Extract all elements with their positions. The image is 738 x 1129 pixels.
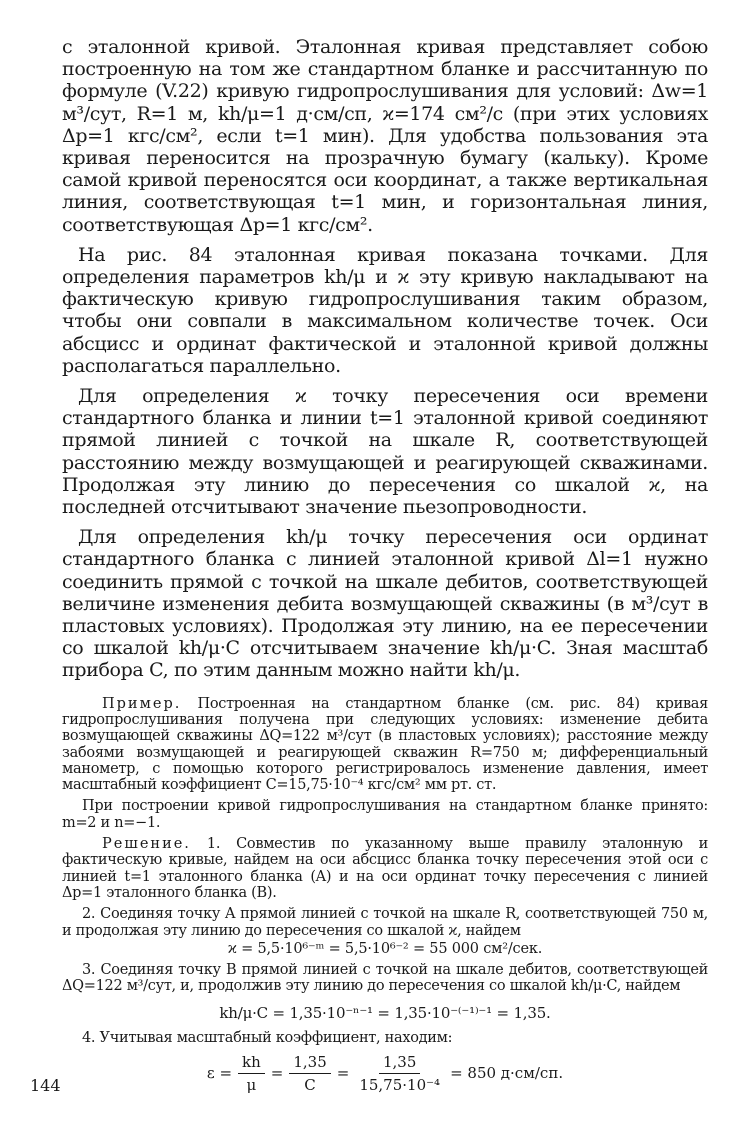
example-block <box>62 696 708 1094</box>
equals-sign-1: = <box>270 1064 284 1083</box>
fraction-135-1575 <box>355 1053 444 1094</box>
formula-epsilon <box>62 1053 708 1094</box>
example-text: Построенная на стандартном бланке (см. рис. 84) кривая гидропрослушивания получена при следующих условиях: изменение дебита возмущающей скважины ΔQ=122 м³/сут (в пластовых условиях); расстояние между забоями возмущающей и реагирующей скважин R=750 м; дифференциальный манометр, с помощью которого регистрировалось изменение давления, имеет масштабный коэффициент C=15,75·10⁻⁴ кгс/см² мм рт. ст. <box>62 695 709 794</box>
fraction-2-denominator: C <box>304 1075 316 1094</box>
paragraph-2: На рис. 84 эталонная кривая показана точками. Для определения параметров kh/μ и ϰ эту кривую накладывают на фактическую кривую гидропрослушивания таким образом, чтобы они совпали в максимальном количестве точек. Оси абсцисс и ординат фактической и эталонной кривой должны располагаться параллельно. <box>62 243 708 377</box>
formula-epsilon-lhs: ε = <box>206 1064 233 1083</box>
example-heading: Пример. <box>102 695 182 712</box>
fraction-1-denominator: μ <box>246 1075 257 1094</box>
solution-step-4: 4. Учитывая масштабный коэффициент, находим: <box>82 1030 453 1047</box>
fraction-2-numerator: 1,35 <box>289 1053 330 1074</box>
solution-step-1 <box>62 836 708 901</box>
solution-heading: Решение. <box>102 836 191 853</box>
page-number: 144 <box>30 1076 61 1095</box>
paragraph-1: с эталонной кривой. Эталонная кривая представляет собою построенную на том же стандартном бланке и рассчитанную по формуле (V.22) кривую гидропрослушивания для условий: Δw=1 м³/сут, R=1 м, kh/μ=1 д·см/сп, ϰ=174 см²/с (при этих условиях Δp=1 кгс/см², если t=1 мин). Для удобства пользования эта кривая переносится на прозрачную бумагу (кальку). Кроме самой кривой переносятся оси координат, а также вертикальная линия, соответствующая t=1 мин, и горизонтальная линия, соответствующая Δp=1 кгс/см². <box>62 36 708 236</box>
equals-sign-2: = <box>336 1064 350 1083</box>
example-note: При построении кривой гидропрослушивания на стандартном бланке принято: m=2 и n=−1. <box>62 798 708 831</box>
main-text <box>62 36 708 682</box>
formula-kappa: ϰ = 5,5·10⁶⁻ᵐ = 5,5·10⁶⁻² = 55 000 см²/сек. <box>227 940 543 957</box>
paragraph-3: Для определения ϰ точку пересечения оси времени стандартного бланка и линии t=1 эталонной кривой соединяют прямой линией с точкой на шкале R, соответствующей расстоянию между возмущающей и реагирующей скважинами. Продолжая эту линию до пересечения со шкалой ϰ, на последней отсчитывают значение пьезопроводности. <box>62 385 708 519</box>
solution-step-3: 3. Соединяя точку B прямой линией с точкой на шкале дебитов, соответствующей ΔQ=122 м³/сут, и, продолжив эту линию до пересечения со шкалой kh/μ·C, найдем <box>62 961 708 995</box>
example-paragraph <box>62 696 708 794</box>
formula-epsilon-result: = 850 д·см/сп. <box>450 1064 564 1083</box>
solution-step-2: 2. Соединяя точку A прямой линией с точкой на шкале R, соответствующей 750 м, и продолжая эту линию до пересечения со шкалой ϰ, найдем <box>62 906 708 939</box>
fraction-135-c <box>289 1053 330 1094</box>
paragraph-4: Для определения kh/μ точку пересечения оси ординат стандартного бланка с линией эталонной кривой Δl=1 нужно соединить прямой с точкой на шкале дебитов, соответствующей величине изменения дебита возмущающей скважины (в м³/сут в пластовых условиях). Продолжая эту линию, на ее пересечении со шкалой kh/μ·C отсчитываем значение kh/μ·C. Зная масштаб прибора C, по этим данным можно найти kh/μ. <box>62 526 708 682</box>
fraction-3-denominator: 15,75·10⁻⁴ <box>359 1075 441 1094</box>
solution-step-1-text: 1. Совместив по указанному выше правилу эталонную и фактическую кривые, найдем на оси абсцисс бланка точку пересечения этой оси с линией t=1 эталонного бланка (A) и на оси ординат точку пересечения с линией Δp=1 эталонного бланка (B). <box>62 836 709 901</box>
formula-kh-mu-c: kh/μ·C = 1,35·10⁻ⁿ⁻¹ = 1,35·10⁻⁽⁻¹⁾⁻¹ = 1,35. <box>219 1004 551 1023</box>
fraction-3-numerator: 1,35 <box>379 1053 420 1074</box>
fraction-1-numerator: kh <box>238 1053 265 1074</box>
fraction-kh-mu <box>238 1053 265 1094</box>
